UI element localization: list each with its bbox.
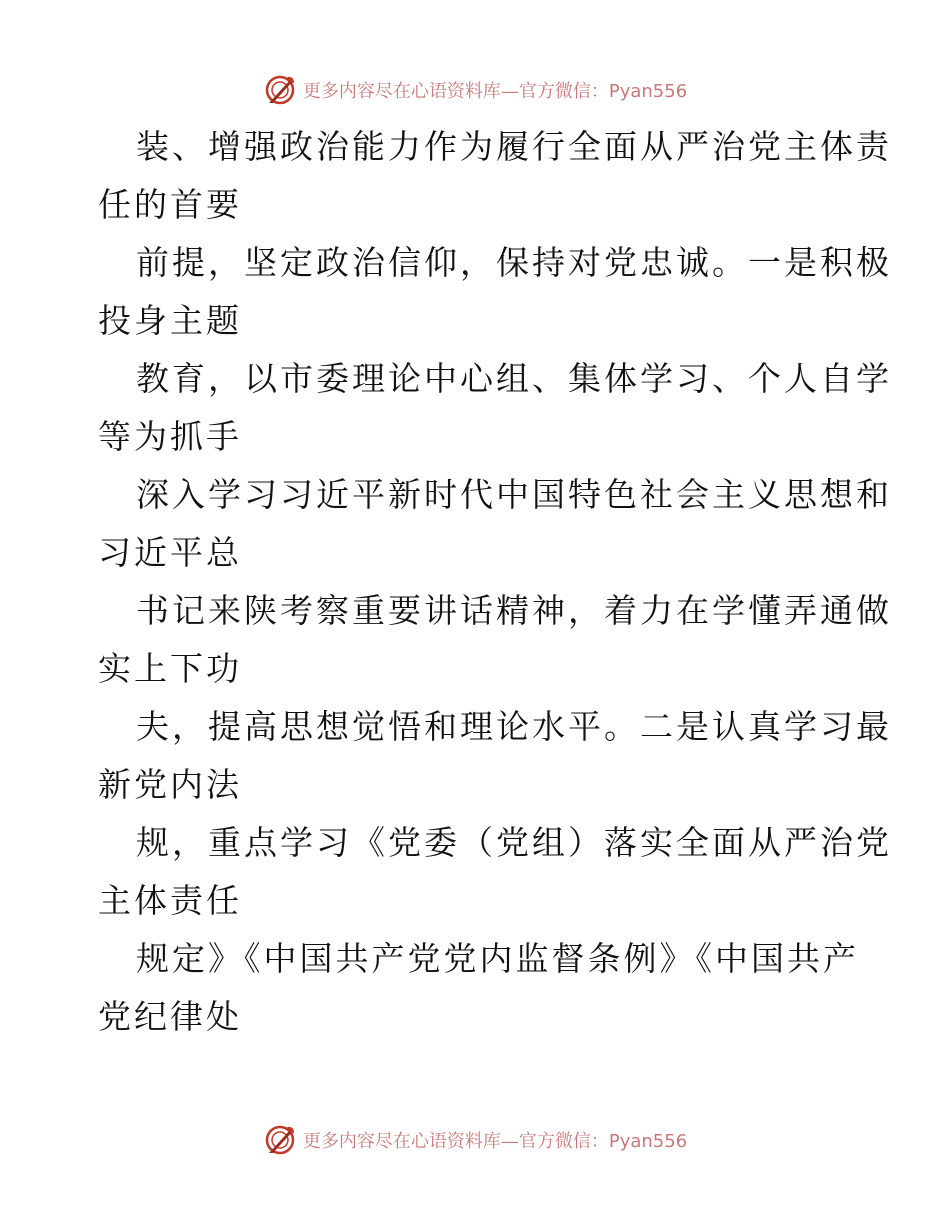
text-line: 装、增强政治能力作为履行全面从严治党主体责 (136, 127, 892, 166)
text-line: 规定》《中国共产党党内监督条例》《中国共产 (136, 939, 859, 978)
header-watermark-banner (0, 70, 950, 110)
text-line: 主体责任 (98, 881, 242, 920)
footer-watermark-banner (0, 1120, 950, 1160)
text-line: 党纪律处 (98, 997, 242, 1036)
document-body (98, 118, 892, 1046)
text-line: 书记来陕考察重要讲话精神，着力在学懂弄通做 (136, 591, 892, 630)
text-line: 习近平总 (98, 533, 242, 572)
text-line: 实上下功 (98, 649, 242, 688)
header-banner-handle: Pyan556 (608, 81, 688, 102)
text-line: 新党内法 (98, 765, 242, 804)
quill-pen-logo-icon (263, 73, 297, 107)
footer-banner-text: 更多内容尽在心语资料库—官方微信：Pyan556 (302, 1131, 688, 1152)
text-line: 投身主题 (98, 301, 242, 340)
header-banner-text: 更多内容尽在心语资料库—官方微信：Pyan556 (302, 81, 688, 102)
text-line: 深入学习习近平新时代中国特色社会主义思想和 (136, 475, 892, 514)
quill-pen-logo-icon (263, 1123, 297, 1157)
text-line: 任的首要 (98, 185, 242, 224)
footer-banner-handle: Pyan556 (608, 1131, 688, 1152)
text-line: 夫，提高思想觉悟和理论水平。二是认真学习最 (136, 707, 892, 746)
text-line: 等为抓手 (98, 417, 242, 456)
text-line: 规，重点学习《党委（党组）落实全面从严治党 (136, 823, 892, 862)
text-line: 前提，坚定政治信仰，保持对党忠诚。一是积极 (136, 243, 892, 282)
text-line: 教育，以市委理论中心组、集体学习、个人自学 (136, 359, 892, 398)
